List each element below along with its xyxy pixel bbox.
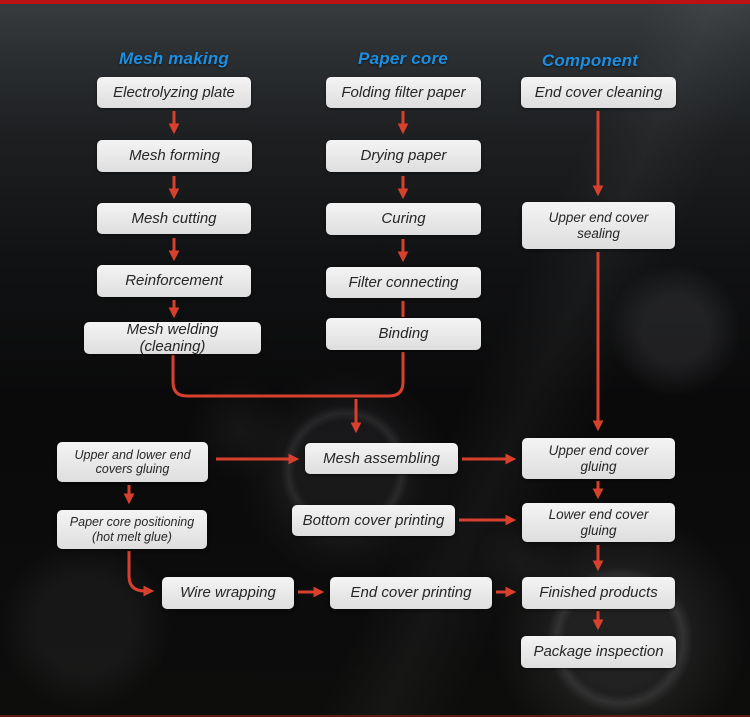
node-electrolyzing-plate: Electrolyzing plate (97, 77, 251, 108)
column-header-paper-core: Paper core (358, 49, 448, 68)
connector-welding-binding-merge (173, 352, 403, 396)
node-filter-connecting: Filter connecting (326, 267, 481, 298)
node-binding: Binding (326, 318, 481, 350)
node-reinforcement: Reinforcement (97, 265, 251, 297)
node-upper-lower-covers-gluing: Upper and lower end covers gluing (57, 442, 208, 482)
node-end-cover-printing: End cover printing (330, 577, 492, 609)
node-paper-core-positioning: Paper core positioning (hot melt glue) (57, 510, 207, 549)
node-bottom-cover-printing: Bottom cover printing (292, 505, 455, 536)
node-finished-products: Finished products (522, 577, 675, 609)
node-lower-end-cover-gluing: Lower end cover gluing (522, 503, 675, 542)
node-drying-paper: Drying paper (326, 140, 481, 172)
column-header-mesh-making: Mesh making (119, 49, 229, 68)
node-mesh-cutting: Mesh cutting (97, 203, 251, 234)
node-folding-filter-paper: Folding filter paper (326, 77, 481, 108)
node-mesh-forming: Mesh forming (97, 140, 252, 172)
node-mesh-welding-cleaning: Mesh welding (cleaning) (84, 322, 261, 354)
arrow-positioning-to-wire-wrapping (129, 551, 151, 591)
column-header-component: Component (541, 51, 639, 70)
node-package-inspection: Package inspection (521, 636, 676, 668)
node-wire-wrapping: Wire wrapping (162, 577, 294, 609)
node-end-cover-cleaning: End cover cleaning (521, 77, 676, 108)
node-curing: Curing (326, 203, 481, 235)
node-mesh-assembling: Mesh assembling (305, 443, 458, 474)
node-upper-end-cover-gluing: Upper end cover gluing (522, 438, 675, 479)
node-upper-end-cover-sealing: Upper end cover sealing (522, 202, 675, 249)
